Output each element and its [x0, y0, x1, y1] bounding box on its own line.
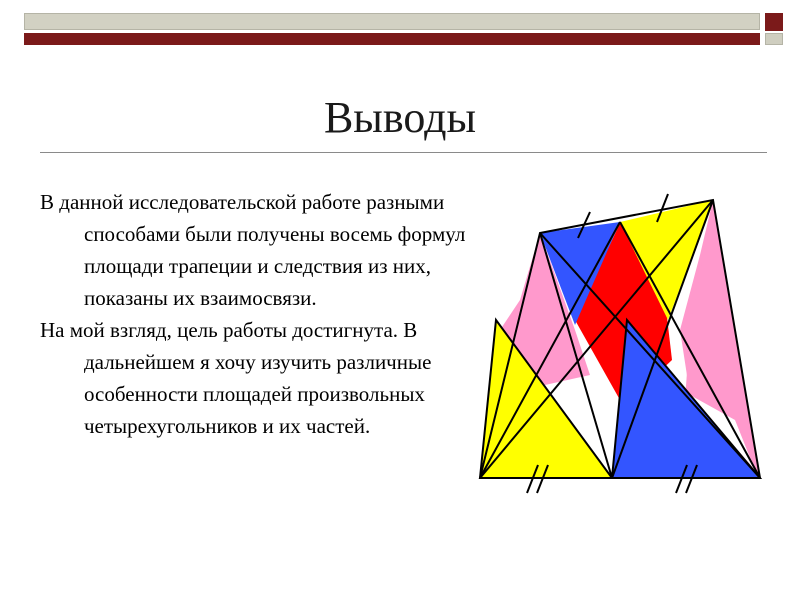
- slide-body: [40, 186, 475, 442]
- paragraph-2: На мой взгляд, цель работы достигнута. В дальнейшем я хочу изучить различные особенности площадей произвольных четырехугольников и их частей.: [40, 318, 432, 438]
- decor-square-red: [765, 13, 783, 31]
- title-bar-decoration: [0, 0, 800, 50]
- decor-square-gray: [765, 33, 783, 45]
- trapezoid-figure: [470, 180, 770, 500]
- paragraph-1: В данной исследовательской работе разными способами были получены восемь формул площади трапеции и следствия из них, показаны их взаимосвязи.: [40, 190, 466, 310]
- slide-title: Выводы: [323, 93, 477, 142]
- decor-bar-light: [24, 13, 760, 30]
- decor-bar-dark: [24, 33, 760, 45]
- title-divider: [40, 152, 767, 153]
